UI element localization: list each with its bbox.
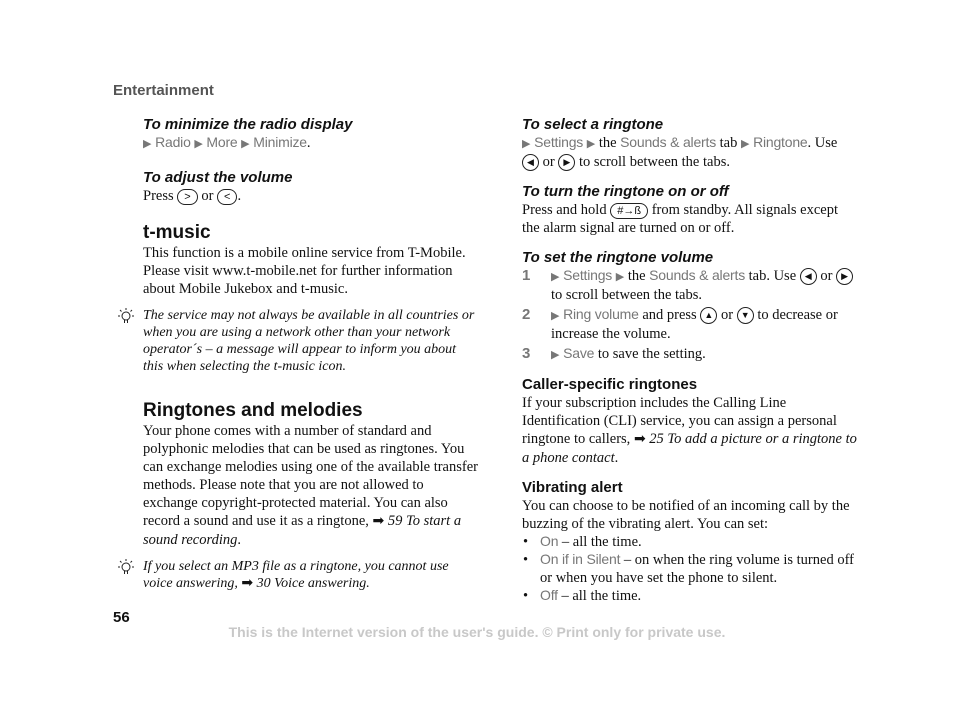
left-column: [143, 116, 478, 592]
nav-left-icon: ◀: [800, 268, 817, 285]
menu-arrow-icon: ▶: [740, 138, 750, 150]
tmusic-heading: t-music: [143, 222, 211, 243]
footer-notice: This is the Internet version of the user's guide. © Print only for private use.: [228, 624, 726, 640]
nav-right-icon: ▶: [558, 154, 575, 171]
menu-sounds-alerts: Sounds & alerts: [649, 267, 745, 284]
menu-arrow-icon: ▶: [615, 271, 625, 284]
menu-arrow-icon: ▶: [551, 271, 560, 284]
menu-sounds-alerts: Sounds & alerts: [620, 134, 716, 150]
option-label: On if in Silent: [540, 551, 621, 568]
right-column: [522, 116, 857, 605]
menu-arrow-icon: ▶: [551, 310, 560, 323]
option-text: – on when the ring volume is turned off or when you have set the phone to silent.: [540, 552, 854, 587]
minimize-path: ▶ Radio ▶ More ▶ Minimize.: [143, 134, 311, 151]
word-the: the: [627, 268, 646, 285]
tip-icon: [115, 558, 137, 578]
select-heading: To select a ringtone: [522, 116, 664, 133]
option-label: On: [540, 533, 559, 550]
nav-up-icon: ▲: [700, 307, 717, 324]
tmusic-note: [143, 307, 478, 375]
word-or: or: [720, 307, 734, 324]
tmusic-note-text: The service may not always be available in all countries or when you are using a network other than your network operator´s – a message will appear to inform you about this when selecting the t-music icon.: [143, 308, 475, 374]
reference-arrow-icon: ➡: [372, 514, 385, 529]
list-item: [522, 587, 857, 605]
menu-more: More: [206, 134, 238, 150]
step2-text: and press: [642, 307, 697, 324]
vibrate-heading: Vibrating alert: [522, 479, 623, 497]
step-2: [522, 306, 857, 343]
step-number: 2: [522, 306, 531, 324]
onoff-heading: To turn the ringtone on or off: [522, 183, 729, 201]
menu-radio: Radio: [155, 134, 191, 150]
step1-end: to scroll between the tabs.: [551, 287, 702, 304]
onoff-post: from standby. All signals except the alarm signal are turned on or off.: [522, 202, 839, 237]
tmusic-body: This function is a mobile online service from T-Mobile. Please visit www.t-mobile.net for further information about Mobile Jukebox and t-music.: [143, 245, 466, 297]
ringtones-heading: Ringtones and melodies: [143, 400, 363, 421]
menu-arrow-icon: ▶: [551, 349, 560, 362]
menu-minimize: Minimize: [253, 134, 307, 150]
ringtones-body: Your phone comes with a number of standard and polyphonic melodies that can be used as ringtones. You can exchange melodies using one of the available transfer methods. Please note that you are not allowed to exchange copyright-protected material. You can also record a sound and use it as a ringtone, ➡ 59 To start a sound recording.: [143, 423, 478, 548]
step3-end: to save the setting.: [597, 346, 706, 363]
volume-press: Press: [143, 188, 174, 204]
caller-body: If your subscription includes the Calling Line Identification (CLI) service, you can assign a personal ringtone to callers, ➡ 25 To add a picture or a ringtone to a phone contact.: [522, 395, 857, 467]
hash-key-icon: #→ß: [610, 203, 648, 219]
select-text: ▶ Settings ▶ the Sounds & alerts tab ▶ Ringtone. Use ◀ or ▶ to scroll between the tabs.: [522, 134, 838, 170]
option-text: – all the time.: [561, 534, 642, 551]
mp3-note-ref[interactable]: 30 Voice answering: [256, 576, 367, 591]
mp3-note-text: If you select an MP3 file as a ringtone, you cannot use voice answering,: [143, 559, 449, 591]
word-the: the: [598, 135, 617, 151]
nav-right-icon: ▶: [836, 268, 853, 285]
menu-arrow-icon: ▶: [194, 138, 203, 150]
menu-arrow-icon: ▶: [143, 138, 152, 150]
word-tab: tab: [719, 135, 738, 151]
caller-body-text: If your subscription includes the Calling Line Identification (CLI) service, you can assign a personal ringtone to callers,: [522, 395, 837, 448]
minimize-heading: To minimize the radio display: [143, 116, 353, 133]
page-number: 56: [113, 609, 130, 626]
tip-icon: [115, 307, 137, 327]
nav-left-icon: ◀: [522, 154, 539, 171]
step-3: [522, 345, 857, 364]
step-1: [522, 267, 857, 304]
volume-or: or: [201, 188, 214, 204]
setvol-heading: To set the ringtone volume: [522, 249, 714, 267]
volume-text: Press > or < .: [143, 188, 242, 204]
word-use: Use: [814, 135, 838, 151]
step-number: 3: [522, 345, 531, 363]
volume-heading: To adjust the volume: [143, 169, 293, 186]
reference-arrow-icon: ➡: [241, 576, 254, 591]
vibrate-body: You can choose to be notified of an incoming call by the buzzing of the vibrating alert. You can set:: [522, 498, 850, 533]
menu-save: Save: [563, 345, 595, 362]
onoff-text: [522, 201, 857, 237]
menu-settings: Settings: [534, 134, 584, 150]
word-or: or: [820, 268, 833, 285]
list-item: [522, 533, 857, 551]
section-header: Entertainment: [113, 82, 214, 99]
onoff-pre: Press and hold: [522, 202, 607, 219]
left-key-icon: <: [217, 189, 237, 205]
caller-ref[interactable]: 25 To add a picture or a ringtone to a phone contact: [522, 431, 857, 467]
option-label: Off: [540, 587, 558, 604]
menu-ring-volume: Ring volume: [563, 306, 639, 323]
step1-text: tab. Use: [748, 268, 797, 285]
word-or: or: [542, 154, 555, 170]
ringtones-body-text: Your phone comes with a number of standard and polyphonic melodies that can be used as ringtones. You can exchange melodies using one of the available transfer methods. Please note that you are not allowed to exchange copyright-protected material. You can also record a sound and use it as a ringtone,: [143, 423, 478, 529]
ringtones-ref[interactable]: 59 To start a sound recording: [143, 513, 462, 548]
mp3-note: If you select an MP3 file as a ringtone, you cannot use voice answering, ➡ 30 Voice answering.: [143, 558, 478, 592]
list-item: [522, 551, 857, 587]
caller-heading: Caller-specific ringtones: [522, 376, 698, 394]
menu-arrow-icon: ▶: [241, 138, 250, 150]
step-number: 1: [522, 267, 531, 285]
select-scroll-text: to scroll between the tabs.: [578, 154, 730, 170]
menu-ringtone: Ringtone: [753, 134, 808, 150]
option-text: – all the time.: [561, 588, 642, 605]
step2-end: to decrease or increase the volume.: [551, 307, 838, 343]
menu-arrow-icon: ▶: [522, 138, 531, 150]
right-key-icon: >: [177, 189, 197, 205]
nav-down-icon: ▼: [737, 307, 754, 324]
menu-arrow-icon: ▶: [586, 138, 596, 150]
menu-settings: Settings: [563, 267, 613, 284]
reference-arrow-icon: ➡: [633, 432, 646, 448]
